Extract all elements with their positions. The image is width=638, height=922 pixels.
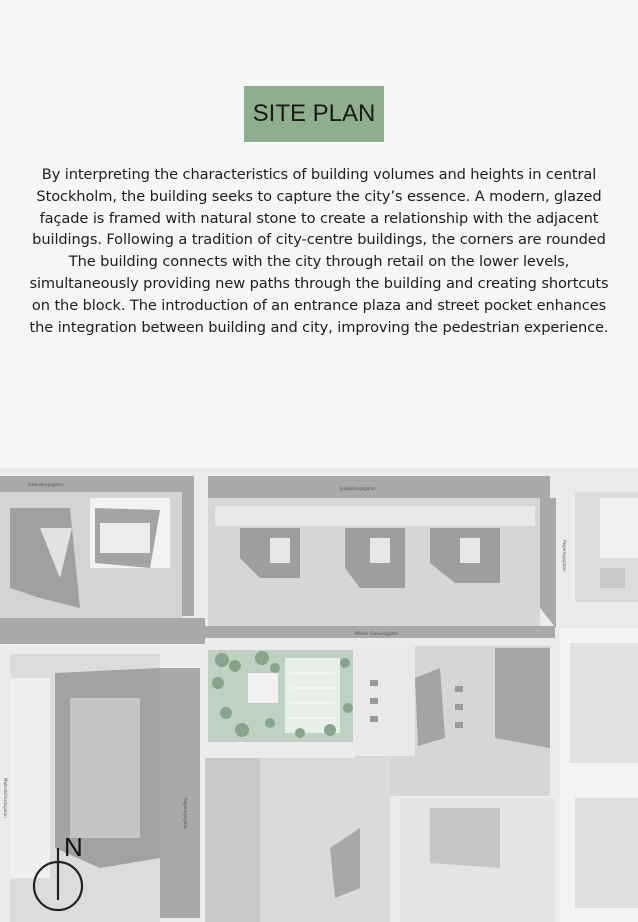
title-text: SITE PLAN <box>252 100 376 127</box>
street-label-top-left: Jakobsbergsgatan <box>28 482 64 487</box>
street-label-top-center: Jakobsbergsgatan <box>340 486 376 491</box>
street-label-right: Regeringsgatan <box>562 540 567 572</box>
block-top-center <box>208 498 540 626</box>
paragraph-2: The building connects with the city through retail on the lower levels, simultaneously providing new paths through the building and creating shortcuts on the block. The introduction of an entrance plaza and street pocket enhances the integration between building and city, improving the pedestrian experience. <box>29 253 609 336</box>
description-text <box>20 164 618 338</box>
north-label: N <box>64 832 83 862</box>
site-plan-title <box>244 86 384 142</box>
street-label-left: Malmskillnadsgatan <box>3 778 8 818</box>
street-label-center: Regeringsgatan <box>183 798 188 830</box>
block-bottom-left <box>10 654 160 922</box>
plaza <box>208 650 353 742</box>
paragraph-1: By interpreting the characteristics of building volumes and heights in central Stockholm, the building seeks to capture the city’s essence. A modern, glazed façade is framed with natural stone to create a relationship with the adjacent buildings. Following a tradition of city-centre buildings, the corners are rounded <box>32 166 606 249</box>
street-label-middle: Mäster Samuelsgatan <box>355 631 399 636</box>
site-plan-map <box>0 468 638 922</box>
block-top-left <box>0 492 182 618</box>
